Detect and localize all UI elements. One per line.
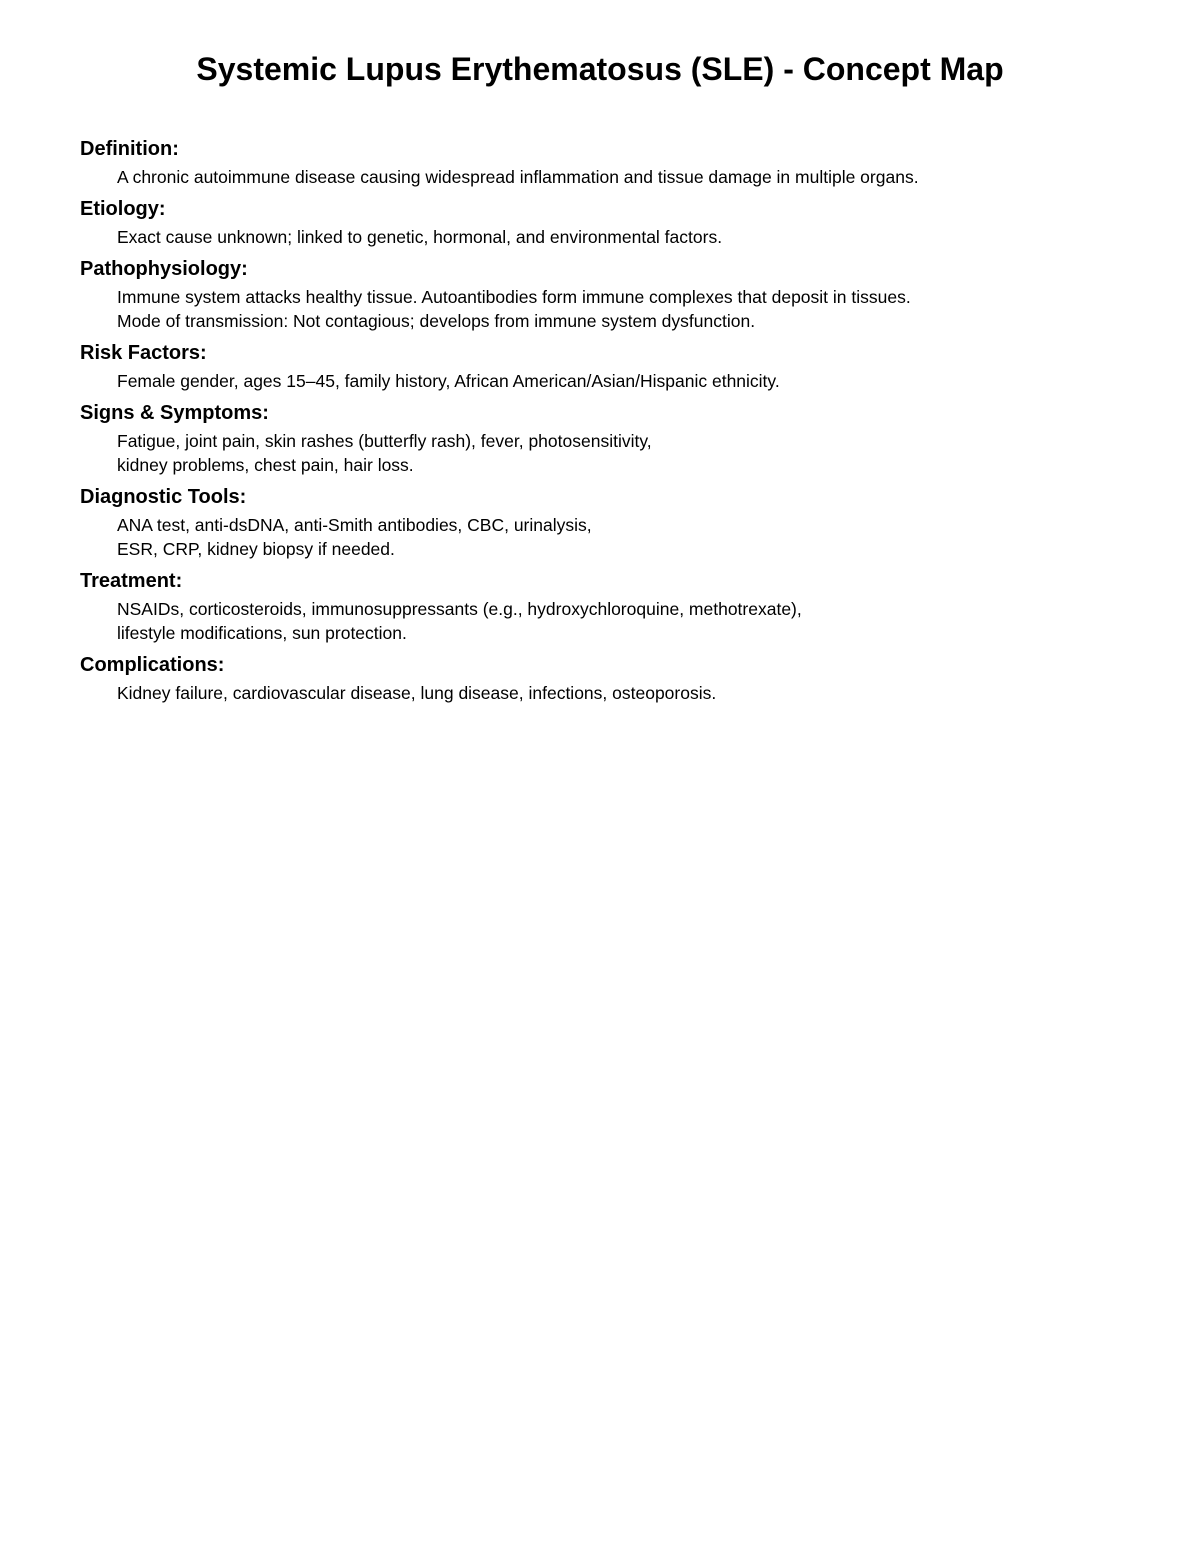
section-text: ANA test, anti-dsDNA, anti-Smith antibodies, CBC, urinalysis, <box>117 515 592 535</box>
section-heading: Etiology: <box>80 198 166 220</box>
section-heading: Signs & Symptoms: <box>80 402 269 424</box>
section-signs-symptoms <box>80 401 1160 477</box>
section-text: Kidney failure, cardiovascular disease, lung disease, infections, osteoporosis. <box>117 683 717 703</box>
section-heading: Complications: <box>80 654 225 676</box>
section-text: kidney problems, chest pain, hair loss. <box>117 455 414 475</box>
section-text: Fatigue, joint pain, skin rashes (butterfly rash), fever, photosensitivity, <box>117 431 652 451</box>
section-heading: Pathophysiology: <box>80 258 248 280</box>
section-risk-factors <box>80 341 1160 393</box>
section-treatment <box>80 569 1160 645</box>
concept-map-sections <box>80 137 1160 713</box>
section-text: ESR, CRP, kidney biopsy if needed. <box>117 539 395 559</box>
section-text: Female gender, ages 15–45, family history, African American/Asian/Hispanic ethnicity. <box>117 371 780 391</box>
section-heading: Treatment: <box>80 570 183 592</box>
page-title: Systemic Lupus Erythematosus (SLE) - Concept Map <box>196 51 1004 87</box>
section-etiology <box>80 197 1160 249</box>
section-heading: Definition: <box>80 138 179 160</box>
section-definition <box>80 137 1160 189</box>
section-complications <box>80 653 1160 705</box>
section-text: NSAIDs, corticosteroids, immunosuppressants (e.g., hydroxychloroquine, methotrexate), <box>117 599 802 619</box>
section-text: A chronic autoimmune disease causing widespread inflammation and tissue damage in multiple organs. <box>117 167 919 187</box>
section-text: lifestyle modifications, sun protection. <box>117 623 407 643</box>
section-text: Mode of transmission: Not contagious; develops from immune system dysfunction. <box>117 311 756 331</box>
section-text: Immune system attacks healthy tissue. Autoantibodies form immune complexes that deposit in tissues. <box>117 287 911 307</box>
section-diagnostic-tools <box>80 485 1160 561</box>
section-text: Exact cause unknown; linked to genetic, hormonal, and environmental factors. <box>117 227 723 247</box>
section-heading: Diagnostic Tools: <box>80 486 247 508</box>
section-heading: Risk Factors: <box>80 342 207 364</box>
section-pathophysiology <box>80 257 1160 333</box>
